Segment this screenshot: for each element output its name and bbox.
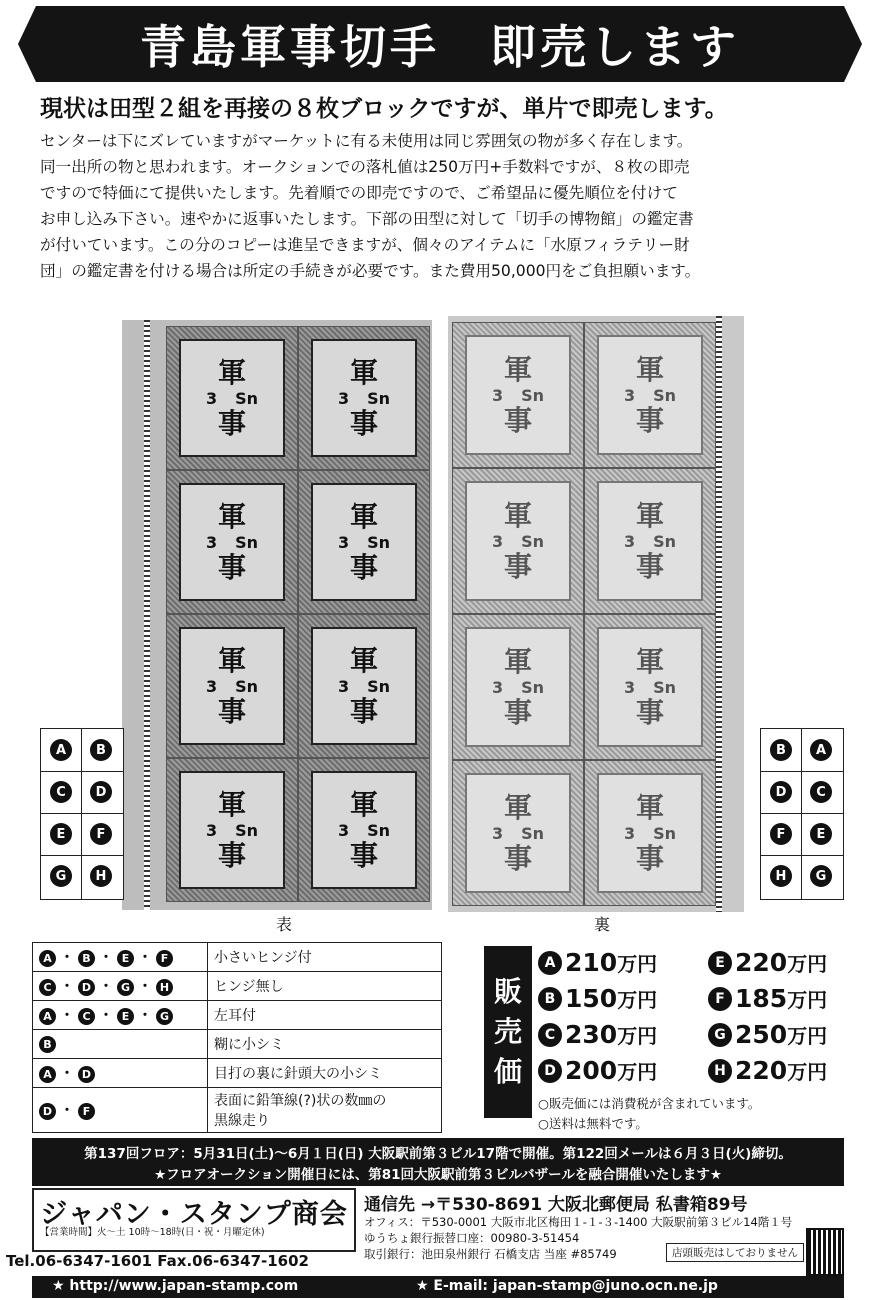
stamp-value-right: Sn	[521, 823, 545, 843]
letter-dot: A	[39, 950, 56, 967]
stamp	[166, 470, 298, 614]
title-text: 青島軍事切手 即売します	[140, 20, 740, 74]
stamp-value-left: 3	[491, 823, 504, 843]
stamp-design	[597, 773, 702, 892]
stamp-block-front	[122, 320, 432, 910]
variety-letters	[33, 1001, 208, 1030]
price-item	[708, 984, 827, 1013]
description-text: 左耳付	[214, 1008, 256, 1024]
stamp-kanji: 軍	[635, 352, 664, 386]
shop-name: ジャパン・スタンプ商会	[40, 1199, 348, 1230]
stamp-value-right: Sn	[653, 677, 677, 697]
stamp	[452, 322, 584, 468]
separator: ・	[60, 1066, 74, 1082]
position-letter: D	[770, 781, 792, 803]
stamp	[584, 614, 716, 760]
stamp-value-right: Sn	[367, 820, 391, 840]
stamp	[452, 468, 584, 614]
price-letter: D	[538, 1059, 562, 1083]
stamp-design	[465, 627, 570, 746]
price-value: 210	[565, 948, 618, 977]
stamp-design	[597, 627, 702, 746]
price-item	[708, 1056, 827, 1085]
shop-box	[32, 1188, 356, 1252]
price-item	[538, 948, 657, 977]
website-link[interactable]: ★ http://www.japan-stamp.com	[52, 1278, 299, 1294]
letter-dot: E	[117, 1008, 134, 1025]
variety-row	[33, 943, 442, 972]
stamp-value-left: 3	[623, 677, 636, 697]
stamp-kanji: 軍	[503, 498, 532, 532]
variety-row	[33, 1059, 442, 1088]
stamp-design	[597, 335, 702, 454]
variety-description	[208, 1059, 442, 1088]
stamp-value-right: Sn	[235, 676, 259, 696]
price-label-char: 売	[493, 1015, 522, 1048]
stamp-values	[492, 532, 544, 551]
separator: ・	[99, 950, 113, 966]
stamp-kanji: 事	[503, 403, 532, 437]
bank-info: 取引銀行：池田泉州銀行 石橋支店 当座 #85749	[364, 1247, 617, 1261]
stamp-kanji: 軍	[217, 499, 246, 533]
price-item	[538, 1020, 657, 1049]
separator: ・	[138, 979, 152, 995]
stamp-value-right: Sn	[235, 388, 259, 408]
stamp-values	[492, 824, 544, 843]
stamp-kanji: 事	[217, 406, 246, 440]
stamp-value-right: Sn	[367, 676, 391, 696]
shop-tel: Tel.06-6347-1601 Fax.06-6347-1602	[6, 1252, 309, 1270]
stamp-value-left: 3	[205, 532, 218, 552]
price-letter: A	[538, 951, 562, 975]
qr-code-icon[interactable]	[806, 1228, 844, 1276]
shop-hours: 【営業時間】火～土 10時～18時(日・祝・月曜定休)	[40, 1227, 265, 1238]
price-value: 250	[735, 1020, 788, 1049]
stamp-kanji: 事	[349, 406, 378, 440]
event-line: ★フロアオークション開催日には、第81回大阪駅前第３ビルバザールを融合開催いたします★	[154, 1167, 722, 1183]
letter-dot: A	[39, 1066, 56, 1083]
stamp-design	[179, 627, 284, 745]
stamp-design	[597, 481, 702, 600]
description-line: センターは下にズレていますがマーケットに有る未使用は同じ雰囲気の物が多く存在します。	[40, 132, 693, 150]
tax-note: ○販売価には消費税が含まれています。	[538, 1096, 761, 1111]
subheading: 現状は田型２組を再接の８枚ブロックですが、単片で即売します。	[40, 96, 728, 122]
letter-dot: C	[78, 1008, 95, 1025]
price-value: 150	[565, 984, 618, 1013]
event-bar	[32, 1138, 844, 1186]
stamp-values	[624, 532, 676, 551]
letter-dot: C	[39, 979, 56, 996]
stamp-design	[311, 483, 416, 601]
variety-description	[208, 943, 442, 972]
stamp-value-right: Sn	[367, 388, 391, 408]
stamp-kanji: 事	[349, 550, 378, 584]
position-letter: C	[810, 781, 832, 803]
stamp-design	[179, 339, 284, 457]
description-text: 黒線走り	[214, 1113, 270, 1129]
position-letter: G	[50, 865, 72, 887]
position-letter: A	[50, 739, 72, 761]
stamp-values	[338, 821, 390, 840]
price-label-box	[484, 946, 532, 1118]
stamp-value-left: 3	[491, 385, 504, 405]
price-item	[538, 984, 657, 1013]
stamp-value-right: Sn	[521, 677, 545, 697]
stamp-values	[338, 677, 390, 696]
separator: ・	[60, 979, 74, 995]
position-letter: F	[770, 823, 792, 845]
description-line: が付いています。この分のコピーは進呈できますが、個々のアイテムに「水原フィラテリー財	[40, 236, 690, 254]
stamp-kanji: 軍	[217, 643, 246, 677]
price-value: 185	[735, 984, 788, 1013]
shipping-note: ○送料は無料です。	[538, 1116, 648, 1131]
separator: ・	[138, 950, 152, 966]
price-letter: G	[708, 1023, 732, 1047]
stamp-block-back	[448, 316, 744, 912]
stamp-design	[311, 339, 416, 457]
no-store-note: 店頭販売はしておりません	[666, 1243, 804, 1262]
stamp-values	[624, 386, 676, 405]
description-line: 同一出所の物と思われます。オークションでの落札値は250万円+手数料ですが、８枚の即売	[40, 158, 690, 176]
stamp-values	[492, 386, 544, 405]
stamp-design	[311, 771, 416, 889]
stamp-values	[338, 533, 390, 552]
stamp-value-right: Sn	[367, 532, 391, 552]
variety-row	[33, 1001, 442, 1030]
stamp-kanji: 軍	[349, 643, 378, 677]
position-key-front	[40, 728, 124, 900]
position-letter: B	[90, 739, 112, 761]
variety-row	[33, 1088, 442, 1133]
description-line: 団」の鑑定書を付ける場合は所定の手続きが必要です。また費用50,000円をご負担願います。	[40, 262, 701, 280]
price-unit: 万円	[617, 988, 658, 1012]
caption-back: 裏	[594, 915, 611, 934]
stamp-values	[206, 677, 258, 696]
stamp	[584, 322, 716, 468]
position-letter: E	[810, 823, 832, 845]
stamp-design	[465, 773, 570, 892]
perforation-strip	[716, 316, 722, 912]
letter-dot: H	[156, 979, 173, 996]
stamp-kanji: 軍	[217, 787, 246, 821]
price-unit: 万円	[617, 1024, 658, 1048]
email-link[interactable]: ★ E-mail: japan-stamp@juno.ocn.ne.jp	[416, 1278, 718, 1294]
stamp-kanji: 事	[349, 694, 378, 728]
separator: ・	[60, 1103, 74, 1119]
variety-description	[208, 972, 442, 1001]
stamp	[166, 326, 298, 470]
variety-letters	[33, 972, 208, 1001]
price-value: 200	[565, 1056, 618, 1085]
variety-description	[208, 1001, 442, 1030]
price-value: 220	[735, 948, 788, 977]
stamp-design	[179, 483, 284, 601]
letter-dot: B	[39, 1036, 56, 1053]
stamp-kanji: 事	[503, 549, 532, 583]
stamp	[452, 614, 584, 760]
variety-letters	[33, 1030, 208, 1059]
stamp	[298, 470, 430, 614]
stamp	[298, 758, 430, 902]
stamp-values	[338, 389, 390, 408]
description-line: ですので特価にて提供いたします。先着順での即売ですので、ご希望品に優先順位を付けて	[40, 184, 678, 202]
price-letter: F	[708, 987, 732, 1011]
stamp-kanji: 軍	[635, 790, 664, 824]
position-letter: D	[90, 781, 112, 803]
price-letter: E	[708, 951, 732, 975]
position-key-back	[760, 728, 844, 900]
description-text: 小さいヒンジ付	[214, 950, 312, 966]
letter-dot: A	[39, 1008, 56, 1025]
stamp-design	[311, 627, 416, 745]
position-letter: A	[810, 739, 832, 761]
stamp-design	[465, 335, 570, 454]
stamp-value-right: Sn	[653, 385, 677, 405]
stamp-values	[624, 678, 676, 697]
stamp	[166, 614, 298, 758]
stamp-kanji: 軍	[635, 498, 664, 532]
stamp	[584, 468, 716, 614]
stamp-values	[492, 678, 544, 697]
stamp-design	[465, 481, 570, 600]
variety-row	[33, 1030, 442, 1059]
stamp-kanji: 事	[635, 841, 664, 875]
price-letter: H	[708, 1059, 732, 1083]
position-letter: G	[810, 865, 832, 887]
stamp	[584, 760, 716, 906]
office-address: オフィス：〒530-0001 大阪市北区梅田１-１-３-1400 大阪駅前第３ビル14階１号	[364, 1215, 793, 1229]
price-item	[708, 1020, 827, 1049]
price-letter: B	[538, 987, 562, 1011]
separator: ・	[138, 1008, 152, 1024]
stamp-kanji: 軍	[217, 355, 246, 389]
letter-dot: D	[78, 1066, 95, 1083]
letter-dot: G	[117, 979, 134, 996]
position-letter: E	[50, 823, 72, 845]
description-text: 糊に小シミ	[214, 1037, 284, 1053]
contact-address: 通信先 →〒530-8691 大阪北郵便局 私書箱89号	[364, 1195, 748, 1215]
stamp-kanji: 軍	[349, 787, 378, 821]
stamp-value-left: 3	[205, 820, 218, 840]
caption-front: 表	[276, 915, 293, 934]
position-letter: C	[50, 781, 72, 803]
stamp	[298, 326, 430, 470]
stamp	[452, 760, 584, 906]
footer-bar	[32, 1276, 844, 1298]
letter-dot: F	[156, 950, 173, 967]
stamp-values	[206, 389, 258, 408]
stamp-kanji: 軍	[349, 355, 378, 389]
position-letter: H	[90, 865, 112, 887]
stamp-value-left: 3	[623, 823, 636, 843]
stamp-value-left: 3	[491, 677, 504, 697]
variety-table	[32, 942, 442, 1133]
price-value: 220	[735, 1056, 788, 1085]
price-unit: 万円	[787, 1024, 828, 1048]
stamp-kanji: 事	[217, 694, 246, 728]
stamp-kanji: 軍	[635, 644, 664, 678]
letter-dot: G	[156, 1008, 173, 1025]
stamp-kanji: 事	[635, 403, 664, 437]
stamp-value-left: 3	[623, 531, 636, 551]
price-item	[708, 948, 827, 977]
stamp-kanji: 事	[635, 695, 664, 729]
price-unit: 万円	[787, 1060, 828, 1084]
variety-letters	[33, 943, 208, 972]
stamp-value-right: Sn	[521, 531, 545, 551]
stamp-value-left: 3	[205, 676, 218, 696]
stamp-value-left: 3	[623, 385, 636, 405]
variety-letters	[33, 1059, 208, 1088]
stamp-kanji: 事	[217, 838, 246, 872]
letter-dot: B	[78, 950, 95, 967]
stamp-kanji: 事	[349, 838, 378, 872]
description-text: 表面に鉛筆線(?)状の数㎜の	[214, 1093, 387, 1109]
price-unit: 万円	[617, 1060, 658, 1084]
position-letter: F	[90, 823, 112, 845]
stamp-values	[206, 533, 258, 552]
stamp-value-right: Sn	[653, 531, 677, 551]
stamp-kanji: 事	[503, 841, 532, 875]
stamp-value-right: Sn	[235, 532, 259, 552]
letter-dot: F	[78, 1103, 95, 1120]
separator: ・	[99, 979, 113, 995]
variety-row	[33, 972, 442, 1001]
stamp-value-right: Sn	[521, 385, 545, 405]
price-item	[538, 1056, 657, 1085]
description-text: 目打の裏に針頭大の小シミ	[214, 1066, 382, 1082]
perforation-strip	[144, 320, 150, 910]
stamp-values	[206, 821, 258, 840]
variety-description	[208, 1030, 442, 1059]
stamp-value-left: 3	[337, 820, 350, 840]
price-value: 230	[565, 1020, 618, 1049]
description-text: ヒンジ無し	[214, 979, 284, 995]
stamp-kanji: 軍	[503, 644, 532, 678]
variety-description	[208, 1088, 442, 1133]
stamp	[166, 758, 298, 902]
price-unit: 万円	[617, 952, 658, 976]
letter-dot: D	[78, 979, 95, 996]
price-unit: 万円	[787, 988, 828, 1012]
price-label-char: 価	[493, 1055, 522, 1088]
stamp-kanji: 軍	[503, 790, 532, 824]
stamp-kanji: 事	[217, 550, 246, 584]
position-letter: B	[770, 739, 792, 761]
separator: ・	[60, 1008, 74, 1024]
event-line: 第137回フロア：5月31日(土)～6月１日(日) 大阪駅前第３ビル17階で開催。第122回メールは６月３日(火)締切。	[84, 1146, 792, 1162]
letter-dot: D	[39, 1103, 56, 1120]
separator: ・	[99, 1008, 113, 1024]
stamp-kanji: 軍	[503, 352, 532, 386]
stamp-kanji: 事	[635, 549, 664, 583]
stamp-value-right: Sn	[653, 823, 677, 843]
stamp	[298, 614, 430, 758]
stamp-value-right: Sn	[235, 820, 259, 840]
description-line: お申し込み下さい。速やかに返事いたします。下部の田型に対して「切手の博物館」の鑑定書	[40, 210, 694, 228]
stamp-value-left: 3	[337, 388, 350, 408]
variety-letters	[33, 1088, 208, 1133]
position-letter: H	[770, 865, 792, 887]
stamp-kanji: 軍	[349, 499, 378, 533]
postal-account: ゆうちょ銀行振替口座：00980-3-51454	[364, 1231, 580, 1245]
stamp-value-left: 3	[491, 531, 504, 551]
price-unit: 万円	[787, 952, 828, 976]
title-banner	[36, 6, 844, 82]
letter-dot: E	[117, 950, 134, 967]
stamp-values	[624, 824, 676, 843]
stamp-value-left: 3	[205, 388, 218, 408]
separator: ・	[60, 950, 74, 966]
stamp-value-left: 3	[337, 676, 350, 696]
price-letter: C	[538, 1023, 562, 1047]
stamp-value-left: 3	[337, 532, 350, 552]
price-label-char: 販	[493, 975, 522, 1008]
stamp-kanji: 事	[503, 695, 532, 729]
stamp-design	[179, 771, 284, 889]
